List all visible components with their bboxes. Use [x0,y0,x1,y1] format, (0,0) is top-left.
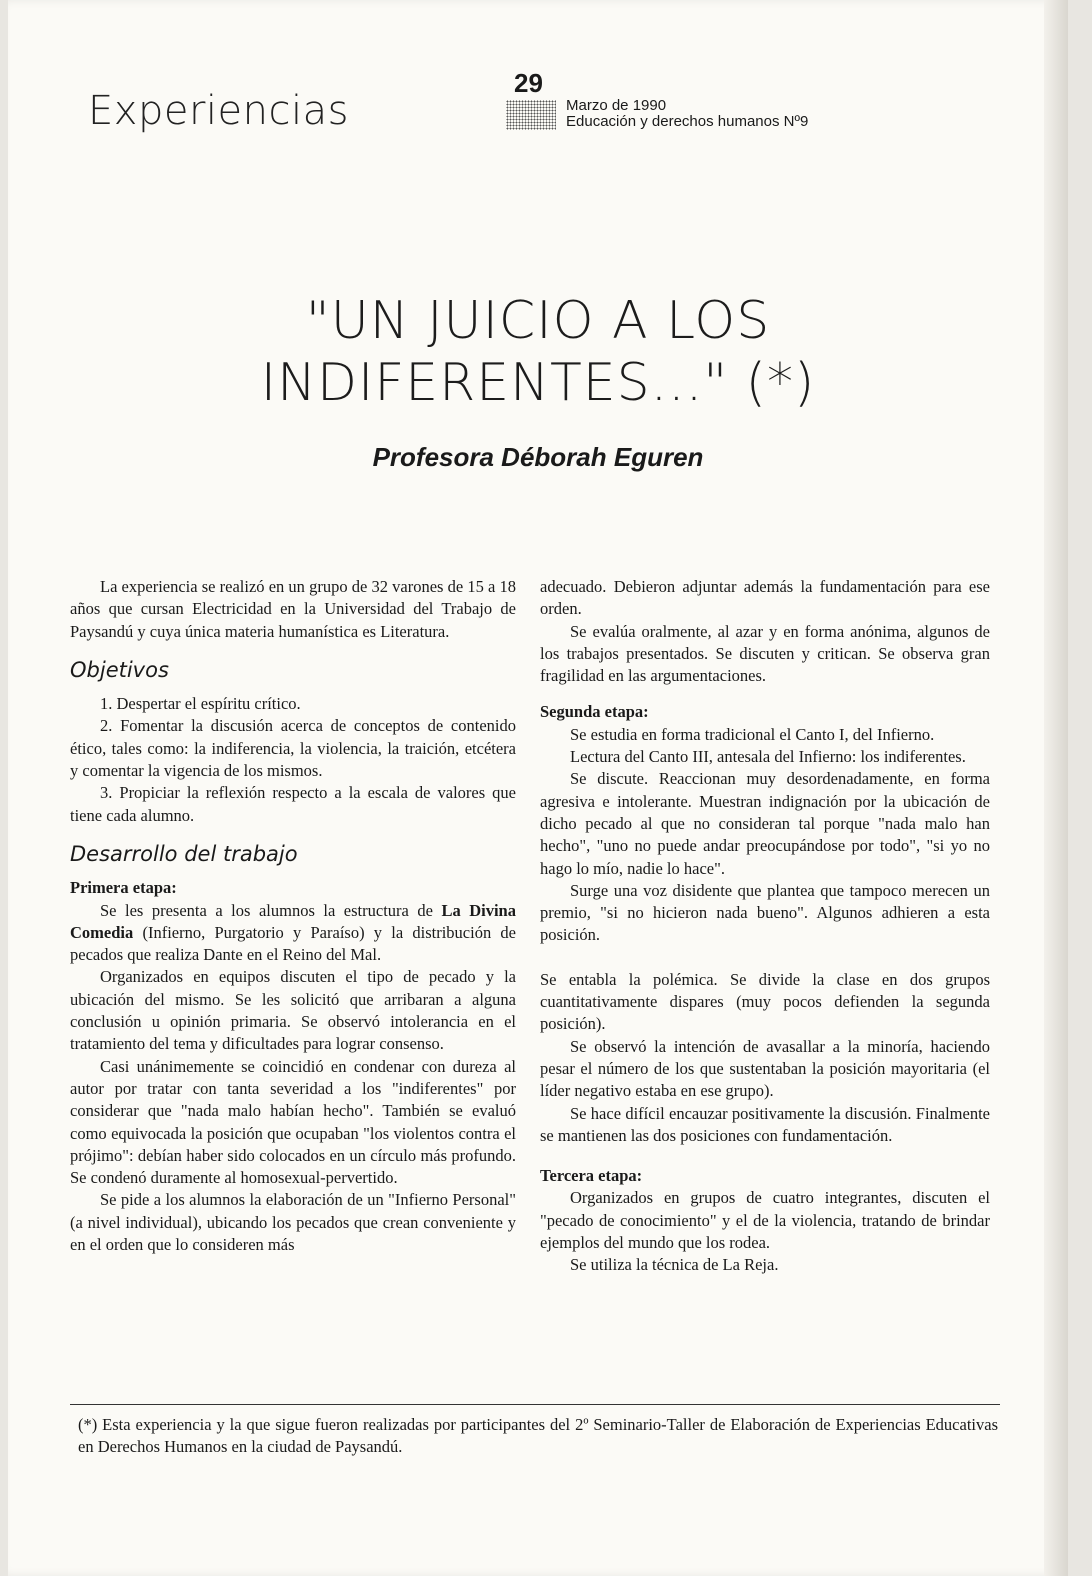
body-paragraph: Se utiliza la técnica de La Reja. [570,1255,779,1275]
article-author: Profesora Déborah Eguren [372,442,704,472]
intro-paragraph: La experiencia se realizó en un grupo de 32 varones de 15 a 18 años que cursan Electricidad en la Universidad del Trabajo de Paysandú y cuya única materia humanística es Literatura. [70,577,516,641]
tercera-etapa-heading: Tercera etapa: [540,1166,643,1186]
title-line-1: "UN JUICIO A LOS [305,291,771,351]
issue-info [566,98,808,130]
body-paragraph: Se evalúa oralmente, al azar y en forma anónima, algunos de los trabajos presentados. Se discuten y critican. Se observa gran fragilidad en las argumentaciones. [540,621,990,686]
column-left [70,576,516,1256]
body-paragraph: Se discute. Reaccionan muy desordenadamente, en forma agresiva e intolerante. Muestran indignación por la ubicación de dicho pecado al que no consideran tal porque "nada malo han hecho", "uno no puede andar preocupándose por todo", "si yo no hago lo mío, nadie lo hace". [540,769,990,878]
body-paragraph: Se entabla la polémica. Se divide la clase en dos grupos cuantitativamente dispares (muy pocos defienden la segunda posición). [540,969,990,1034]
article-title [8,290,1068,414]
segunda-etapa-heading: Segunda etapa: [540,702,649,722]
body-paragraph: Organizados en grupos de cuatro integrantes, discuten el "pecado de conocimiento" y el de la violencia, tratando de brindar ejemplos del mundo que los rodea. [540,1188,990,1253]
desarrollo-heading: Desarrollo del trabajo [70,841,298,866]
column-right [540,576,990,1277]
body-paragraph: Se hace difícil encauzar positivamente la discusión. Finalmente se mantienen las dos posiciones con fundamentación. [540,1103,990,1145]
body-paragraph: Organizados en equipos discuten el tipo de pecado y la ubicación del mismo. Se les solicitó que arribaran a alguna conclusión u opinión primaria. Se observó intolerancia en el tratamiento del tema y dificultades para lograr consenso. [70,967,516,1054]
body-paragraph: adecuado. Debieron adjuntar además la fundamentación para ese orden. [540,577,990,619]
objetivo-item: 2. Fomentar la discusión acerca de conceptos de contenido ético, tales como: la indiferencia, la violencia, la traición, etcétera y comentar la vigencia de los mismos. [70,716,516,781]
magazine-page [8,0,1068,1576]
footnote-divider [70,1404,1000,1405]
body-text: (Infierno, Purgatorio y Paraíso) y la distribución de pecados que realiza Dante en el Reino del Mal. [70,922,516,965]
primera-etapa-heading: Primera etapa: [70,878,177,898]
objetivo-item: 1. Despertar el espíritu crítico. [100,694,301,714]
objetivo-item: 3. Propiciar la reflexión respecto a la escala de valores que tiene cada alumno. [70,783,516,825]
paragraph-gap [540,947,990,969]
publication-name: Educación y derechos humanos Nº9 [566,113,809,130]
body-paragraph: Se pide a los alumnos la elaboración de un "Infierno Personal" (a nivel individual), ubicando los pecados que crean conveniente y en el orden que lo consideren más [70,1190,516,1255]
objetivos-list [70,693,516,827]
page-edge [1044,0,1068,1576]
body-paragraph: Se observó la intención de avasallar a la minoría, haciendo pesar el número de los que sustentaban la posición mayoritaria (el líder negativo estaba en ese grupo). [540,1036,990,1101]
body-paragraph: Lectura del Canto III, antesala del Infierno: los indiferentes. [570,747,966,767]
footnote: (*) Esta experiencia y la que sigue fueron realizadas por participantes del 2º Seminario-Taller de Elaboración de Experiencias Educativas en Derechos Humanos en la ciudad de Paysandú. [78,1415,998,1456]
body-paragraph: Casi unánimemente se coincidió en condenar con dureza al autor por tratar con tanta severidad a los "indiferentes" por considerar que "nada malo habían hecho". También se evaluó como equivocada la posición que ocupaban "los violentos contra el prójimo": debían haber sido colocados en un círculo más profundo. Se condenó duramente al homosexual-pervertido. [70,1056,516,1188]
body-text: Se les presenta a los alumnos la estructura de [100,900,442,920]
objetivos-heading: Objetivos [70,657,169,682]
dot-pattern-ornament [506,100,556,130]
page-number: 29 [514,68,543,98]
book-title: La Divina Comedia [70,900,516,942]
title-line-2: INDIFERENTES..." (*) [260,353,816,413]
body-paragraph: Se estudia en forma tradicional el Canto I, del Infierno. [570,724,935,744]
body-paragraph: Surge una voz disidente que plantea que tampoco merecen un premio, "si no hicieron nada bueno". Algunos adhieren a esta posición. [540,880,990,945]
body-paragraph [70,900,516,967]
section-label: Experiencias [88,88,349,134]
issue-date: Marzo de 1990 [566,97,667,114]
